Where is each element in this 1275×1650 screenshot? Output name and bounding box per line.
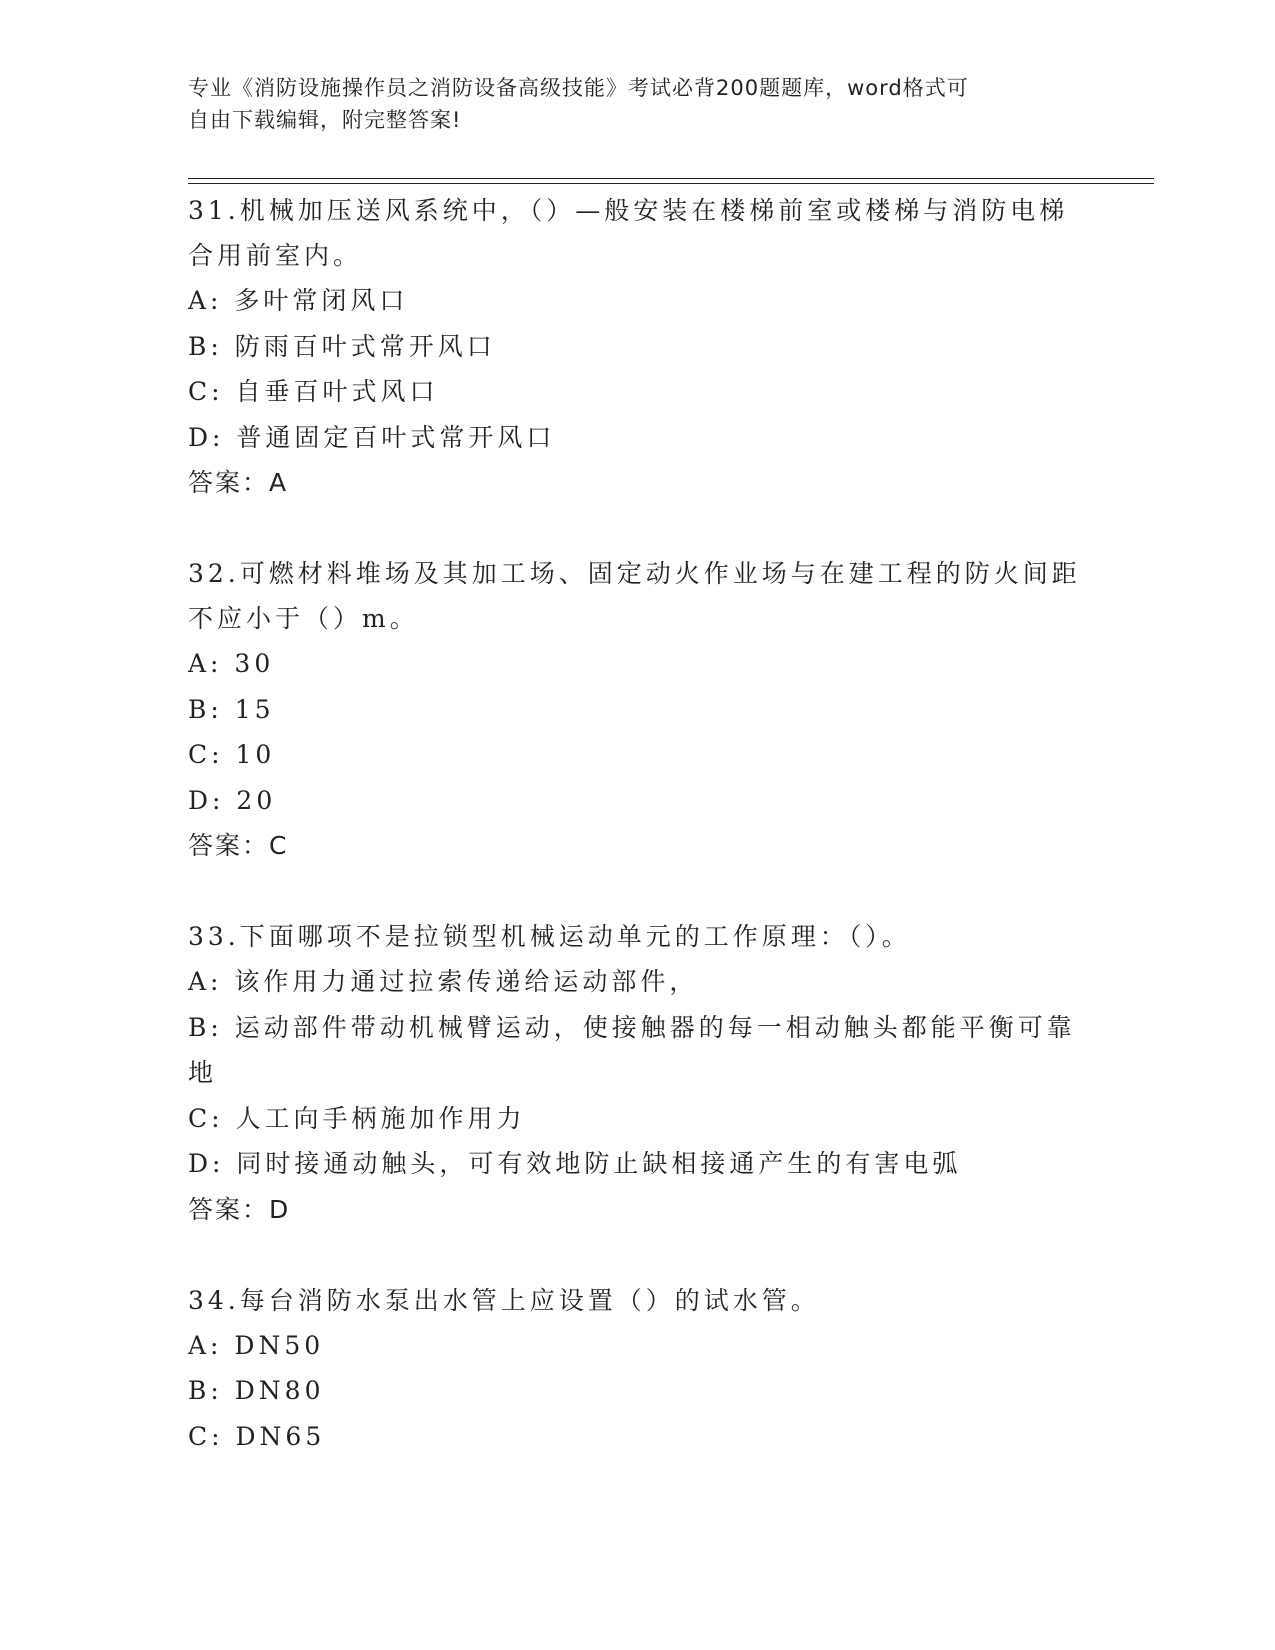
question-stem-line: 34.每台消防水泵出水管上应设置（）的试水管。 — [188, 1285, 820, 1315]
question-32 — [188, 551, 1088, 869]
option-b-continued: 地 — [188, 1058, 218, 1087]
header-divider-top — [188, 178, 1154, 179]
option-d: D: 同时接通动触头，可有效地防止缺相接通产生的有害电弧 — [188, 1149, 962, 1178]
question-33 — [188, 914, 1088, 1233]
option-c: C: 10 — [188, 740, 276, 769]
answer: 答案：D — [188, 1194, 291, 1224]
option-a: A: 多叶常闭风口 — [188, 286, 409, 315]
option-d: D: 普通固定百叶式常开风口 — [188, 422, 556, 452]
question-stem-line: 不应小于（）m。 — [188, 604, 419, 633]
question-34 — [188, 1278, 1088, 1460]
question-stem-line: 32.可燃材料堆场及其加工场、固定动火作业场与在建工程的防火间距 — [188, 559, 1081, 588]
option-c: C: 自垂百叶式风口 — [188, 377, 439, 406]
spacer — [188, 1233, 1088, 1278]
question-list — [188, 188, 1088, 1459]
spacer — [188, 506, 1088, 551]
option-b: B: DN80 — [188, 1376, 325, 1405]
option-b: B: 运动部件带动机械臂运动，使接触器的每一相动触头都能平衡可靠 — [188, 1012, 1076, 1042]
option-c: C: DN65 — [188, 1421, 326, 1451]
option-b: B: 15 — [188, 694, 275, 724]
option-d: D: 20 — [188, 785, 277, 815]
question-stem-line: 31.机械加压送风系统中，（）—般安装在楼梯前室或楼梯与消防电梯 — [188, 196, 1069, 225]
option-b: B: 防雨百叶式常开风口 — [188, 331, 496, 361]
header-divider-bottom — [188, 183, 1154, 184]
option-c: C: 人工向手柄施加作用力 — [188, 1103, 526, 1133]
question-stem-line: 合用前室内。 — [188, 241, 363, 270]
answer: 答案：C — [188, 831, 289, 860]
option-a: A: 该作用力通过拉索传递给运动部件， — [188, 967, 699, 996]
answer: 答案：A — [188, 468, 289, 497]
header-line-1: 专业《消防设施操作员之消防设备高级技能》考试必背200题题库，word格式可 — [188, 76, 969, 100]
option-a: A: 30 — [188, 649, 275, 678]
question-31 — [188, 188, 1088, 506]
header-line-2: 自由下载编辑，附完整答案! — [188, 108, 462, 132]
question-stem-line: 33.下面哪项不是拉锁型机械运动单元的工作原理：（）。 — [188, 922, 911, 951]
spacer — [188, 869, 1088, 914]
option-a: A: DN50 — [188, 1330, 325, 1360]
document-header — [188, 72, 1068, 136]
